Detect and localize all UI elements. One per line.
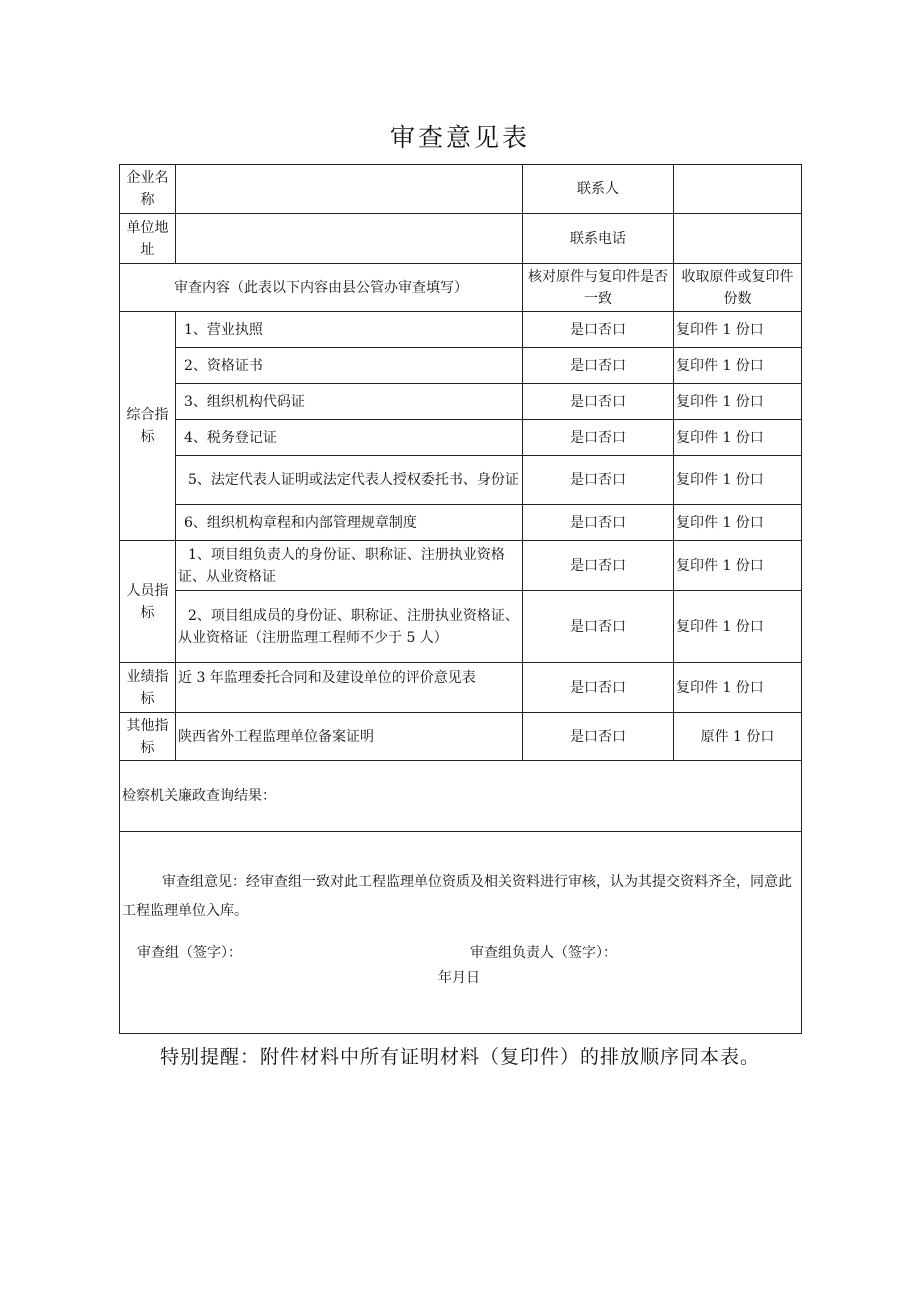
item-text: 1、项目组负责人的身份证、职称证、注册执业资格证、从业资格证 xyxy=(176,541,523,591)
copies-checkbox[interactable]: 复印件 1 份口 xyxy=(674,348,802,384)
table-row xyxy=(120,505,802,541)
copies-checkbox[interactable]: 复印件 1 份口 xyxy=(674,456,802,505)
copies-checkbox[interactable]: 复印件 1 份口 xyxy=(674,312,802,348)
verify-checkbox[interactable]: 是口否口 xyxy=(523,663,674,713)
procuratorate-result[interactable]: 检察机关廉政查询结果： xyxy=(120,761,802,832)
table-row xyxy=(120,456,802,505)
page-title: 审查意见表 xyxy=(389,123,530,152)
verify-checkbox[interactable]: 是口否口 xyxy=(523,456,674,505)
opinion-cell xyxy=(120,832,802,1034)
verify-checkbox[interactable]: 是口否口 xyxy=(523,420,674,456)
copies-checkbox[interactable]: 复印件 1 份口 xyxy=(674,505,802,541)
column-header-row xyxy=(120,264,802,312)
verify-checkbox[interactable]: 是口否口 xyxy=(523,505,674,541)
table-row xyxy=(120,541,802,591)
item-text: 1、营业执照 xyxy=(176,312,523,348)
item-text: 5、法定代表人证明或法定代表人授权委托书、身份证 xyxy=(176,456,523,505)
section-label-other: 其他指标 xyxy=(120,713,176,761)
item-text: 6、组织机构章程和内部管理规章制度 xyxy=(176,505,523,541)
verify-checkbox[interactable]: 是口否口 xyxy=(523,591,674,663)
table-row xyxy=(120,384,802,420)
copies-checkbox[interactable]: 复印件 1 份口 xyxy=(674,591,802,663)
table-row xyxy=(120,591,802,663)
phone-label: 联系电话 xyxy=(523,214,674,264)
verify-checkbox[interactable]: 是口否口 xyxy=(523,541,674,591)
content-column-header: 审查内容（此表以下内容由县公管办审查填写） xyxy=(120,264,523,312)
copies-checkbox[interactable]: 复印件 1 份口 xyxy=(674,420,802,456)
review-form-table xyxy=(119,164,802,1034)
leader-signature[interactable]: 审查组负责人（签字）： xyxy=(470,945,617,961)
table-row xyxy=(120,348,802,384)
item-text: 陕西省外工程监理单位备案证明 xyxy=(176,713,523,761)
phone-field[interactable] xyxy=(674,214,802,264)
contact-label: 联系人 xyxy=(523,165,674,214)
special-reminder: 特别提醒：附件材料中所有证明材料（复印件）的排放顺序同本表。 xyxy=(160,1046,761,1068)
item-text: 2、项目组成员的身份证、职称证、注册执业资格证、从业资格证（注册监理工程师不少于 5 人） xyxy=(176,591,523,663)
section-label-comprehensive: 综合指标 xyxy=(120,312,176,541)
table-row xyxy=(120,713,802,761)
contact-field[interactable] xyxy=(674,165,802,214)
address-label: 单位地址 xyxy=(120,214,176,264)
table-row xyxy=(120,663,802,713)
copies-column-header: 收取原件或复印件份数 xyxy=(674,264,802,312)
address-field[interactable] xyxy=(176,214,523,264)
verify-checkbox[interactable]: 是口否口 xyxy=(523,384,674,420)
item-text: 4、税务登记证 xyxy=(176,420,523,456)
copies-checkbox[interactable]: 复印件 1 份口 xyxy=(674,663,802,713)
verify-checkbox[interactable]: 是口否口 xyxy=(523,713,674,761)
copies-checkbox[interactable]: 复印件 1 份口 xyxy=(674,541,802,591)
copies-checkbox[interactable]: 原件 1 份口 xyxy=(674,713,802,761)
group-signature[interactable]: 审查组（签字）： xyxy=(137,945,242,961)
section-label-personnel: 人员指标 xyxy=(120,541,176,663)
opinion-text: 审查组意见：经审查组一致对此工程监理单位资质及相关资料进行审核，认为其提交资料齐全，同意此工程监理单位入库。 xyxy=(122,874,792,919)
section-label-performance: 业绩指标 xyxy=(120,663,176,713)
copies-checkbox[interactable]: 复印件 1 份口 xyxy=(674,384,802,420)
company-name-row xyxy=(120,165,802,214)
item-text: 近 3 年监理委托合同和及建设单位的评价意见表 xyxy=(176,663,523,713)
company-name-field[interactable] xyxy=(176,165,523,214)
verify-checkbox[interactable]: 是口否口 xyxy=(523,312,674,348)
verify-checkbox[interactable]: 是口否口 xyxy=(523,348,674,384)
opinion-row xyxy=(120,832,802,1034)
table-row xyxy=(120,312,802,348)
address-row xyxy=(120,214,802,264)
company-name-label: 企业名称 xyxy=(120,165,176,214)
table-row xyxy=(120,420,802,456)
sign-date[interactable]: 年月日 xyxy=(438,970,480,986)
verify-column-header: 核对原件与复印件是否一致 xyxy=(523,264,674,312)
item-text: 2、资格证书 xyxy=(176,348,523,384)
procuratorate-row xyxy=(120,761,802,832)
item-text: 3、组织机构代码证 xyxy=(176,384,523,420)
